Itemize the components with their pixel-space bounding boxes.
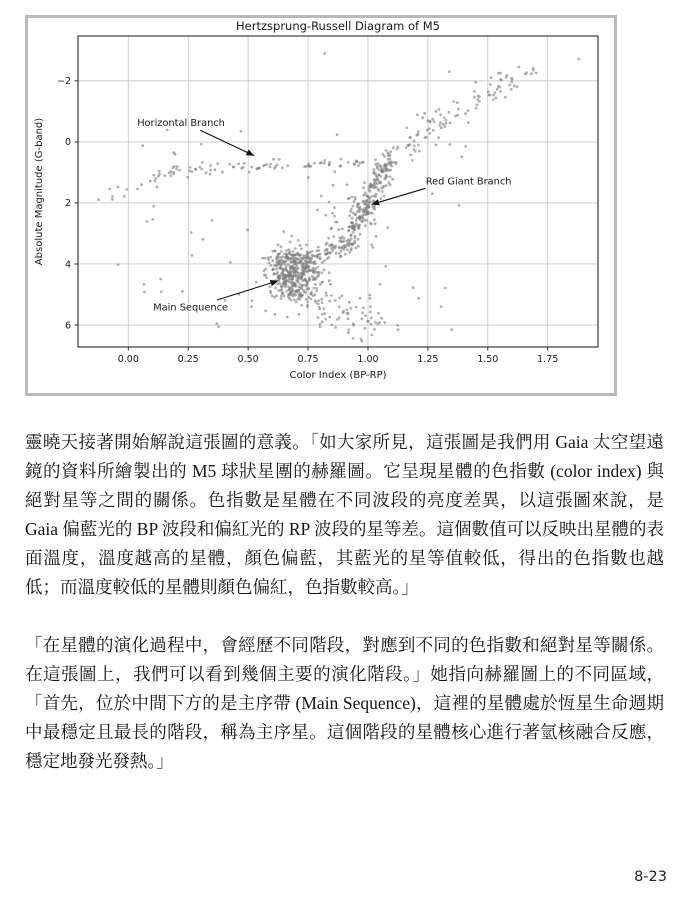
x-axis-label: Color Index (BP-RP) (289, 370, 387, 381)
svg-text:0.75: 0.75 (297, 354, 319, 365)
page-number: 8-23 (634, 869, 667, 885)
svg-text:6: 6 (64, 320, 71, 332)
y-axis-label: Absolute Magnitude (G-band) (34, 117, 45, 266)
svg-text:1.50: 1.50 (477, 354, 499, 365)
svg-text:4: 4 (64, 259, 71, 271)
svg-text:0.50: 0.50 (237, 354, 259, 365)
svg-text:0: 0 (64, 137, 71, 149)
scatter-points (97, 52, 580, 343)
svg-text:−2: −2 (56, 76, 71, 88)
svg-text:2: 2 (64, 198, 71, 210)
svg-text:1.00: 1.00 (357, 354, 379, 365)
paragraph-evolution-stages: 「在星體的演化過程中，會經歷不同階段，對應到不同的色指數和絕對星等關係。在這張圖上，我們可以看到幾個主要的演化階段。」她指向赫羅圖上的不同區域，「首先，位於中間下方的是主序帶 (Main Sequence)，這裡的星體處於恆星生命週期中最穩定且最長的階段，稱為主序星。這個階段的星體核心進行著氫核融合反應，穩定地發光發熱。」 (25, 635, 664, 771)
chart-title: Hertzsprung-Russell Diagram of M5 (236, 19, 440, 33)
hr-diagram-scatter-chart (28, 18, 614, 393)
svg-text:1.25: 1.25 (417, 354, 439, 365)
grid-lines (78, 36, 598, 347)
annotation-label: Main Sequence (153, 302, 229, 314)
hr-diagram-figure (25, 15, 617, 396)
paragraph-intro-color-index: 靈曉天接著開始解說這張圖的意義。「如大家所見，這張圖是我們用 Gaia 太空望遠鏡的資料所繪製出的 M5 球狀星團的赫羅圖。它呈現星體的色指數 (color index) 與絕對星等之間的關係。色指數是星體在不同波段的亮度差異，以這張圖來說，是 Gaia 偏藍光的 BP 波段和偏紅光的 RP 波段的星等差。這個數值可以反映出星體的表面溫度，溫度越高的星體，顏色偏藍，其藍光的星等值較低，得出的色指數也越低；而溫度較低的星體則顏色偏紅，色指數較高。」 (25, 432, 664, 597)
annotation-label: Red Giant Branch (425, 176, 512, 188)
annotation-label: Horizontal Branch (137, 117, 225, 129)
svg-text:0.00: 0.00 (117, 354, 139, 365)
svg-text:0.25: 0.25 (177, 354, 199, 365)
body-text (25, 428, 664, 776)
axes (57, 36, 598, 365)
svg-text:1.75: 1.75 (537, 354, 559, 365)
annotations (137, 118, 511, 313)
